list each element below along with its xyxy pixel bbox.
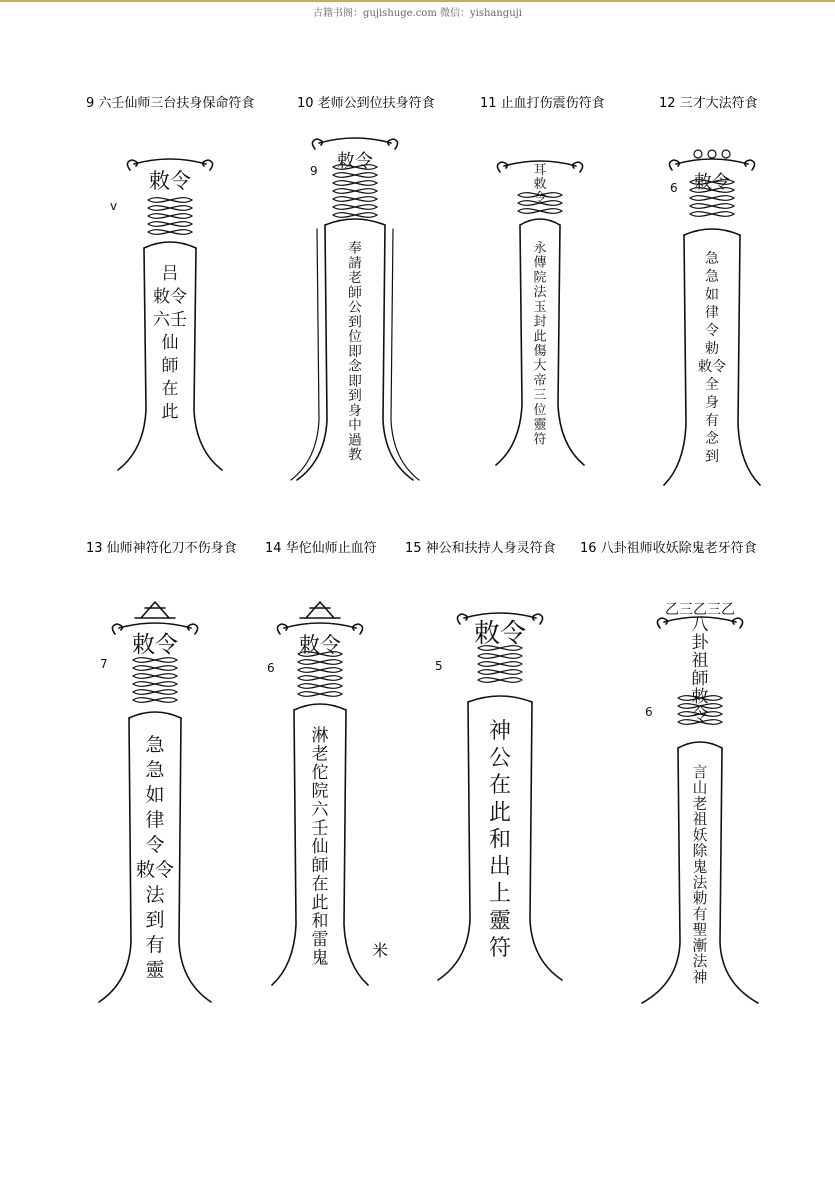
caption-12: 12 三才大法符食 xyxy=(659,96,758,111)
talisman-body-text: 永傳院法玉封此傷大帝三位靈符 xyxy=(533,241,547,448)
talisman-hat xyxy=(277,602,362,634)
talisman-mark: 6 xyxy=(670,181,678,195)
talisman-body-text: 急急如律令勅敕令全身有念到 xyxy=(698,251,726,465)
talisman-command-glyph: 敕令 xyxy=(694,172,730,193)
talisman-coil xyxy=(133,658,177,703)
talisman-coil xyxy=(298,652,342,697)
talisman-command-glyph: 敕令 xyxy=(337,151,373,172)
talisman-mark: 9 xyxy=(310,164,318,178)
talisman-hat xyxy=(112,602,197,634)
caption-16: 16 八卦祖师收妖除鬼老牙符食 xyxy=(580,541,757,556)
caption-14: 14 华佗仙师止血符 xyxy=(265,541,377,556)
talisman-body-text: 急急如律令敕令法到有靈 xyxy=(135,734,175,981)
talisman-9 xyxy=(110,140,240,484)
stray-mark: 米 xyxy=(372,941,389,960)
talisman-mark: 6 xyxy=(267,661,275,675)
talisman-mark: 7 xyxy=(100,657,108,671)
caption-15: 15 神公和扶持人身灵符食 xyxy=(405,541,556,556)
talisman-command-glyph: 敕令 xyxy=(132,632,178,658)
talisman-hat xyxy=(669,150,754,170)
talisman-11 xyxy=(485,140,605,484)
talisman-body-text: 淋老佗院六壬仙師在此和雷鬼 xyxy=(311,726,329,969)
talisman-command-glyph: 敕令 xyxy=(299,633,341,657)
talisman-coil xyxy=(333,165,377,218)
talisman-command-glyph: 耳敕令 xyxy=(533,163,547,206)
talisman-12 xyxy=(660,140,770,494)
talisman-coil xyxy=(148,198,192,235)
talisman-mark: v xyxy=(110,199,118,213)
caption-9: 9 六壬仙师三台扶身保命符食 xyxy=(86,96,255,111)
talisman-command-glyph: 八卦祖師敕令 xyxy=(691,615,709,725)
caption-10: 10 老师公到位扶身符食 xyxy=(297,96,435,111)
top-rule xyxy=(0,0,835,2)
talisman-16 xyxy=(630,598,770,1017)
talisman-top-marks: 乙三乙三乙 xyxy=(665,602,735,618)
talisman-13 xyxy=(95,590,225,1014)
talisman-body-text: 吕敕令六壬仙師在此 xyxy=(153,264,187,422)
talisman-mark: 6 xyxy=(645,705,653,719)
talisman-body-text: 神公在此和出上靈符 xyxy=(488,719,512,961)
talisman-coil xyxy=(478,646,522,683)
talisman-command-glyph: 敕令 xyxy=(473,619,527,649)
talisman-14 xyxy=(262,590,392,994)
talisman-command-glyph: 敕令 xyxy=(149,169,191,193)
caption-11: 11 止血打伤震伤符食 xyxy=(480,96,605,111)
talisman-body-text: 奉請老師公到位即念即到身中過教 xyxy=(348,240,362,464)
talisman-hat xyxy=(312,138,397,149)
talisman-mark: 5 xyxy=(435,659,443,673)
caption-13: 13 仙师神符化刀不伤身食 xyxy=(86,541,237,556)
talisman-15 xyxy=(430,600,580,994)
page-header: 古籍书阁：gujishuge.com 微信：yishanguji xyxy=(313,8,522,19)
talisman-body-text: 言山老祖妖除鬼法勅有聖漸法神 xyxy=(692,763,708,986)
talisman-10 xyxy=(290,125,430,499)
